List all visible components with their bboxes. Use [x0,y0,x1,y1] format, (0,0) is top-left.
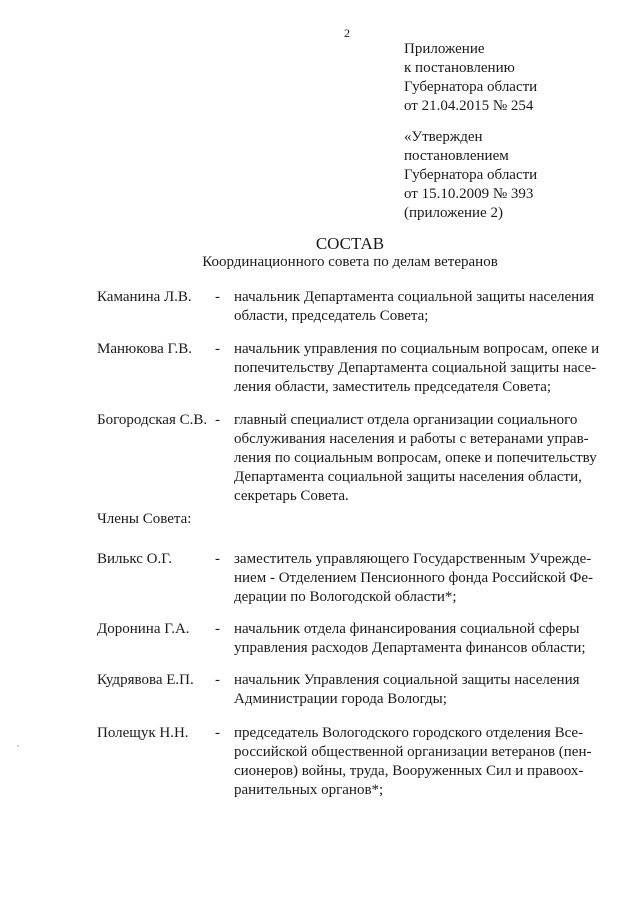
dash-separator: - [215,621,220,637]
role-line: обслуживания населения и работы с ветеранами управ- [234,431,589,447]
role-line: секретарь Совета. [234,488,349,504]
dash-separator: - [215,341,220,357]
person-name: Полещук Н.Н. [97,725,189,741]
approval-line: Губернатора области [404,167,538,183]
person-name: Каманина Л.В. [97,289,192,305]
appendix-line: Губернатора области [404,79,538,95]
dash-separator: - [215,551,220,567]
role-line: Администрации города Вологды; [234,691,447,707]
appendix-line: от 21.04.2015 № 254 [404,98,534,114]
approval-line: постановлением [404,148,509,164]
role-line: попечительству Департамента социальной защиты насе- [234,360,597,376]
role-line: начальник Управления социальной защиты населения [234,672,580,688]
person-role [234,411,627,506]
person-role [234,340,627,397]
role-line: ления области, заместитель председателя Совета; [234,379,552,395]
role-line: управления расходов Департамента финансов области; [234,640,586,656]
dash-separator: - [215,672,220,688]
dash-separator: - [215,289,220,305]
role-line: российской общественной организации ветеранов (пен- [234,744,592,760]
document-title: СОСТАВ [315,234,385,253]
appendix-header [404,40,537,116]
scan-speck [17,745,19,747]
role-line: начальник отдела финансирования социальной сферы [234,621,580,637]
person-name: Доронина Г.А. [97,621,190,637]
person-role [234,671,627,709]
person-name: Кудрявова Е.П. [97,672,194,688]
role-line: начальник управления по социальным вопросам, опеке и [234,341,600,357]
role-line: области, председатель Совета; [234,308,429,324]
approval-line: от 15.10.2009 № 393 [404,186,534,202]
person-role [234,550,627,607]
role-line: Департамента социальной защиты населения области, [234,469,582,485]
role-line: начальник Департамента социальной защиты населения [234,289,595,305]
role-line: ранительных органов*; [234,782,384,798]
role-line: нием - Отделением Пенсионного фонда Российской Фе- [234,570,594,586]
role-line: заместитель управляющего Государственным Учрежде- [234,551,592,567]
person-role [234,620,627,658]
approval-line: «Утвержден [404,129,483,145]
dash-separator: - [215,725,220,741]
document-subtitle: Координационного совета по делам ветеранов [202,254,498,270]
role-line: главный специалист отдела организации социального [234,412,578,428]
person-name: Богородская С.В. [97,412,208,428]
appendix-line: Приложение [404,41,485,57]
approval-line: (приложение 2) [404,205,503,221]
role-line: дерации по Вологодской области*; [234,589,457,605]
person-role [234,288,627,326]
person-name: Манюкова Г.В. [97,341,193,357]
appendix-line: к постановлению [404,60,515,76]
role-line: председатель Вологодского городского отделения Все- [234,725,584,741]
dash-separator: - [215,412,220,428]
role-line: ления по социальным вопросам, опеке и попечительству [234,450,597,466]
members-heading: Члены Совета: [97,511,192,527]
page-number: 2 [344,26,350,40]
person-name: Вилькс О.Г. [97,551,172,567]
approval-header [404,128,537,223]
role-line: сионеров) войны, труда, Вооруженных Сил и правоох- [234,763,584,779]
person-role [234,724,627,800]
